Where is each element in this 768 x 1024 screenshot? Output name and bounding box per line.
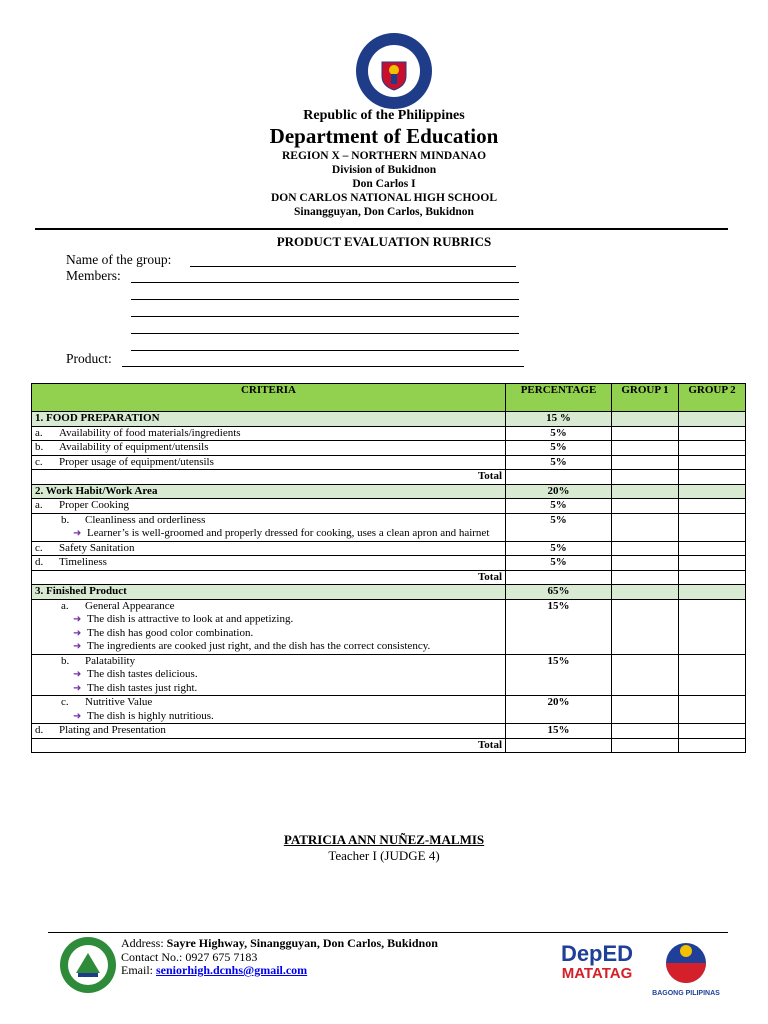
arrow-bullet-icon: ➜ xyxy=(73,627,82,639)
deped-matatag-logo: DepED MATATAG xyxy=(560,941,634,982)
member-blank[interactable] xyxy=(131,333,519,334)
product-label: Product: xyxy=(66,351,112,366)
rubrics-table xyxy=(31,383,746,753)
criterion-percentage: 5% xyxy=(506,513,612,541)
group-name-blank[interactable] xyxy=(190,266,516,267)
criterion-detail: The dish is highly nutritious. xyxy=(87,709,214,722)
group1-header: GROUP 1 xyxy=(612,384,679,412)
group2-score-cell[interactable] xyxy=(679,724,746,739)
table-row: b. Cleanliness and orderliness ➜ Learner’s is well-groomed and properly dressed for cooking, uses a clean apron and hairnet 5% xyxy=(32,513,746,541)
total-label: Total xyxy=(32,570,506,585)
section-percentage: 20% xyxy=(506,484,612,499)
member-blank[interactable] xyxy=(131,316,519,317)
table-row: c. Nutritive Value ➜ The dish is highly nutritious. 20% xyxy=(32,696,746,724)
criterion-text: Safety Sanitation xyxy=(59,541,135,554)
department-title: Department of Education xyxy=(269,124,499,148)
table-header-row xyxy=(32,384,746,412)
group2-total-cell[interactable] xyxy=(679,738,746,753)
signatory-role: Teacher I (JUDGE 4) xyxy=(328,848,440,863)
section-row xyxy=(32,412,746,427)
criterion-detail: The dish tastes just right. xyxy=(87,681,198,694)
criterion-percentage: 5% xyxy=(506,426,612,441)
product-blank[interactable] xyxy=(122,366,524,367)
criterion-text: General Appearance xyxy=(85,599,175,612)
group1-total-cell[interactable] xyxy=(612,570,679,585)
member-blank[interactable] xyxy=(131,282,519,283)
members-label: Members: xyxy=(66,268,121,283)
group1-score-cell[interactable] xyxy=(612,541,679,556)
group2-score-cell[interactable] xyxy=(679,441,746,456)
criteria-header: CRITERIA xyxy=(32,384,506,412)
criterion-percentage: 5% xyxy=(506,556,612,571)
signatory-name: PATRICIA ANN NUÑEZ-MALMIS xyxy=(283,832,485,847)
group2-score-cell[interactable] xyxy=(679,426,746,441)
arrow-bullet-icon: ➜ xyxy=(73,528,82,539)
criterion-percentage: 20% xyxy=(506,696,612,724)
criterion-text: Plating and Presentation xyxy=(59,724,166,736)
arrow-bullet-icon: ➜ xyxy=(73,669,82,680)
contact-number: 0927 675 7183 xyxy=(185,949,258,964)
republic-line: Republic of the Philippines xyxy=(303,108,465,123)
group-name-label: Name of the group: xyxy=(66,252,172,267)
criterion-text: Timeliness xyxy=(59,556,107,568)
group1-score-cell[interactable] xyxy=(612,556,679,571)
group1-score-cell[interactable] xyxy=(612,455,679,470)
criterion-percentage: 15% xyxy=(506,654,612,696)
table-row: d. Timeliness 5% xyxy=(32,556,746,571)
total-label: Total xyxy=(32,738,506,753)
group1-score-cell[interactable] xyxy=(612,513,679,541)
school-address: Sayre Highway, Sinangguyan, Don Carlos, Bukidnon xyxy=(166,936,438,950)
group2-total-cell[interactable] xyxy=(679,570,746,585)
group1-score-cell[interactable] xyxy=(612,696,679,724)
group2-score-cell[interactable] xyxy=(679,654,746,696)
table-row: c. Safety Sanitation 5% xyxy=(32,541,746,556)
form-title: PRODUCT EVALUATION RUBRICS xyxy=(276,234,492,249)
criterion-text: Availability of equipment/utensils xyxy=(59,441,209,453)
group2-header: GROUP 2 xyxy=(679,384,746,412)
school-name: DON CARLOS NATIONAL HIGH SCHOOL xyxy=(271,192,497,204)
criterion-detail: The dish is attractive to look at and appetizing. xyxy=(87,613,294,625)
table-row: d. Plating and Presentation 15% xyxy=(32,724,746,739)
division-line: Division of Bukidnon xyxy=(331,164,437,176)
bagong-pilipinas-emblem-icon xyxy=(659,937,713,985)
criterion-text: Nutritive Value xyxy=(85,696,153,708)
table-row: b. Availability of equipment/utensils 5% xyxy=(32,441,746,456)
criterion-percentage: 5% xyxy=(506,455,612,470)
group1-score-cell[interactable] xyxy=(612,441,679,456)
criterion-percentage: 15% xyxy=(506,724,612,739)
table-row: a. General Appearance ➜ The dish is attractive to look at and appetizing. ➜ The dish has good color combination. ➜ The ingredients are cooked just right, and the dish has the correct consistency. 15% xyxy=(32,599,746,654)
criterion-percentage: 5% xyxy=(506,541,612,556)
total-row xyxy=(32,470,746,485)
group1-score-cell[interactable] xyxy=(612,724,679,739)
section-row xyxy=(32,585,746,600)
school-location: Sinangguyan, Don Carlos, Bukidnon xyxy=(294,206,474,218)
member-blank[interactable] xyxy=(131,350,519,351)
percentage-header: PERCENTAGE xyxy=(506,384,612,412)
group1-score-cell[interactable] xyxy=(612,654,679,696)
criterion-detail: Learner’s is well-groomed and properly dressed for cooking, uses a clean apron and hairnet xyxy=(87,527,490,539)
group2-score-cell[interactable] xyxy=(679,541,746,556)
district-line: Don Carlos I xyxy=(352,178,416,190)
group2-total-cell[interactable] xyxy=(679,470,746,485)
table-row: a. Availability of food materials/ingredients 5% xyxy=(32,426,746,441)
group2-score-cell[interactable] xyxy=(679,513,746,541)
school-logo xyxy=(58,935,118,995)
section-title: 2. Work Habit/Work Area xyxy=(32,484,506,499)
criterion-text: Palatability xyxy=(85,654,136,667)
criterion-text: Proper usage of equipment/utensils xyxy=(59,455,214,468)
table-row: c. Proper usage of equipment/utensils 5% xyxy=(32,455,746,470)
section-percentage: 65% xyxy=(506,585,612,600)
group1-score-cell[interactable] xyxy=(612,599,679,654)
group1-total-cell[interactable] xyxy=(612,738,679,753)
arrow-bullet-icon: ➜ xyxy=(73,682,82,694)
table-row: b. Palatability ➜ The dish tastes delicious. ➜ The dish tastes just right. 15% xyxy=(32,654,746,696)
criterion-detail: The dish tastes delicious. xyxy=(87,668,198,680)
criterion-text: Proper Cooking xyxy=(59,499,129,511)
deped-seal-logo xyxy=(355,32,433,110)
criterion-detail: The dish has good color combination. xyxy=(87,626,254,639)
group2-score-cell[interactable] xyxy=(679,556,746,571)
section-row xyxy=(32,484,746,499)
section-percentage: 15 % xyxy=(506,412,612,427)
footer-divider xyxy=(48,932,728,933)
email-link[interactable]: seniorhigh.dcnhs@gmail.com xyxy=(156,963,308,977)
arrow-bullet-icon: ➜ xyxy=(73,614,82,625)
table-row: a. Proper Cooking 5% xyxy=(32,499,746,514)
criterion-percentage: 5% xyxy=(506,441,612,456)
group2-score-cell[interactable] xyxy=(679,599,746,654)
criterion-detail: The ingredients are cooked just right, and the dish has the correct consistency. xyxy=(87,640,431,652)
group1-total-cell[interactable] xyxy=(612,470,679,485)
criterion-percentage: 15% xyxy=(506,599,612,654)
group2-score-cell[interactable] xyxy=(679,499,746,514)
bagong-pilipinas-logo: BAGONG PILIPINAS xyxy=(648,937,724,997)
criterion-text: Availability of food materials/ingredients xyxy=(59,426,241,439)
arrow-bullet-icon: ➜ xyxy=(73,710,82,722)
header-divider xyxy=(35,228,728,230)
total-row xyxy=(32,570,746,585)
member-blank[interactable] xyxy=(131,299,519,300)
group2-score-cell[interactable] xyxy=(679,455,746,470)
criterion-text: Cleanliness and orderliness xyxy=(85,513,206,526)
section-title: 3. Finished Product xyxy=(32,585,506,600)
arrow-bullet-icon: ➜ xyxy=(73,641,82,652)
total-row xyxy=(32,738,746,753)
group1-score-cell[interactable] xyxy=(612,426,679,441)
criterion-percentage: 5% xyxy=(506,499,612,514)
region-line: REGION X – NORTHERN MINDANAO xyxy=(281,150,487,162)
section-title: 1. FOOD PREPARATION xyxy=(32,412,506,427)
total-label: Total xyxy=(32,470,506,485)
group1-score-cell[interactable] xyxy=(612,499,679,514)
group2-score-cell[interactable] xyxy=(679,696,746,724)
footer-contact-block: Address: Sayre Highway, Sinangguyan, Don Carlos, Bukidnon Contact No.: 0927 675 7183 Email: seniorhigh.dcnhs@gmail.com xyxy=(121,936,438,977)
